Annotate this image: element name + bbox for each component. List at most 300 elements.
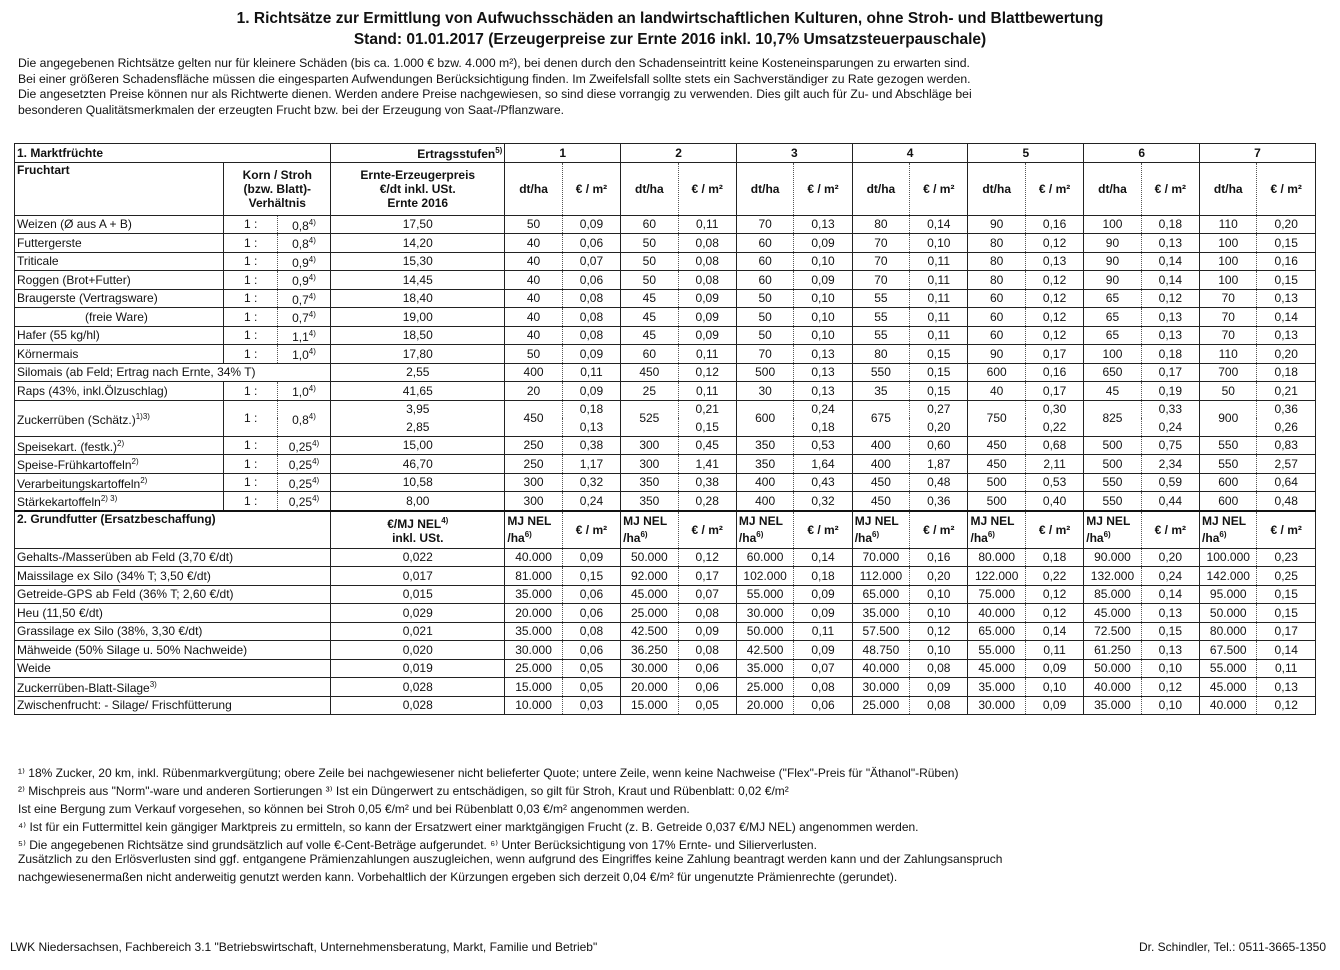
yield-dtha: 400 (852, 455, 909, 474)
value-eur-m2: 0,11 (562, 363, 620, 382)
value-eur-m2: 0,10 (910, 641, 968, 660)
value-eur-m2: 0,12 (1025, 234, 1083, 253)
yield-dtha: 55 (852, 308, 909, 327)
value-eur-m2: 0,10 (1141, 696, 1199, 715)
value-eur-m2: 0,20 (910, 418, 968, 436)
ratio-b (277, 492, 330, 511)
footnote-marker: 6) (756, 530, 764, 539)
value-eur-m2: 0,09 (794, 604, 852, 623)
value-eur-m2: 0,03 (562, 696, 620, 715)
eur-m2-header: € / m² (678, 511, 736, 549)
yield-dtha: 600 (736, 400, 793, 436)
yield-dtha: 500 (1084, 436, 1141, 455)
value-eur-m2: 0,18 (1141, 345, 1199, 364)
eur-m2-header: € / m² (794, 162, 852, 215)
value-eur-m2: 0,24 (562, 492, 620, 511)
yield-dtha: 650 (1084, 363, 1141, 382)
yield-dtha: 40 (505, 234, 562, 253)
dtha-header: dt/ha (852, 162, 909, 215)
yield-dtha: 80 (852, 215, 909, 234)
yield-dtha: 675 (852, 400, 909, 436)
value-eur-m2: 0,05 (562, 678, 620, 697)
value-eur-m2: 0,10 (1025, 678, 1083, 697)
price: 10,58 (331, 473, 505, 492)
yield-dtha: 60 (968, 326, 1025, 345)
value-eur-m2: 0,10 (794, 308, 852, 327)
value-eur-m2: 2,34 (1141, 455, 1199, 474)
eur-m2-header: € / m² (910, 162, 968, 215)
footnote-line: ²⁾ Mischpreis aus "Norm"-ware und anderen Sortierungen ³⁾ Ist ein Düngerwert zu entschädigen, so gilt für Stroh, Kraut und Rübenblatt: 0,02 €/m² (18, 784, 789, 798)
value-eur-m2: 0,08 (562, 326, 620, 345)
eur-m2-header: € / m² (562, 511, 620, 549)
energy-mjnel: 50.000 (1084, 659, 1141, 678)
footnote-line: ¹⁾ 18% Zucker, 20 km, inkl. Rübenmarkvergütung; obere Zeile bei nachgewiesener nicht belieferter Quote; untere Zeile, wenn keine Nachweise ("Flex"-Preis für "Äthanol"-Rüben) (18, 766, 959, 780)
value-eur-m2: 0,13 (1141, 308, 1199, 327)
yield-dtha: 70 (736, 215, 793, 234)
price-header (331, 511, 505, 549)
value-eur-m2: 0,26 (1257, 418, 1316, 436)
mjnel-header (505, 511, 562, 549)
dtha-header: dt/ha (1084, 162, 1141, 215)
ratio-value: 0,25 (288, 439, 313, 454)
value-eur-m2: 0,14 (910, 215, 968, 234)
value-eur-m2: 0,10 (910, 604, 968, 623)
value-eur-m2: 0,60 (910, 436, 968, 455)
ratio-a: 1 : (224, 252, 277, 271)
footnotes (18, 764, 1328, 886)
dtha-header: dt/ha (621, 162, 678, 215)
price: 17,80 (331, 345, 505, 364)
value-eur-m2: 0,11 (678, 215, 736, 234)
energy-mjnel: 40.000 (1084, 678, 1141, 697)
yield-dtha: 110 (1200, 215, 1257, 234)
yield-dtha: 65 (1084, 326, 1141, 345)
energy-mjnel: 75.000 (968, 585, 1025, 604)
value-eur-m2: 0,40 (1025, 492, 1083, 511)
value-eur-m2: 0,30 (1025, 400, 1083, 418)
energy-mjnel: 65.000 (968, 622, 1025, 641)
yield-dtha: 450 (968, 436, 1025, 455)
crop-name-text: Zuckerrüben (Schätz.) (17, 412, 136, 427)
energy-mjnel: 142.000 (1200, 567, 1257, 586)
value-eur-m2: 0,20 (1257, 345, 1316, 364)
value-eur-m2: 0,18 (1025, 548, 1083, 567)
header-row (15, 144, 1316, 163)
price: 2,55 (331, 363, 505, 382)
ratio-b (277, 345, 330, 364)
value-eur-m2: 0,48 (910, 473, 968, 492)
value-eur-m2: 0,13 (562, 418, 620, 436)
yield-dtha: 550 (1084, 492, 1141, 511)
value-eur-m2: 0,12 (1025, 271, 1083, 290)
crop-name-text: (freie Ware) (85, 309, 148, 324)
energy-mjnel: 35.000 (1084, 696, 1141, 715)
value-eur-m2: 0,09 (794, 234, 852, 253)
yield-dtha: 400 (505, 363, 562, 382)
value-eur-m2: 0,18 (562, 400, 620, 418)
value-eur-m2: 0,13 (1141, 641, 1199, 660)
energy-mjnel: 55.000 (1200, 659, 1257, 678)
ratio-b (277, 234, 330, 253)
value-eur-m2: 0,12 (678, 363, 736, 382)
value-eur-m2: 0,09 (794, 641, 852, 660)
yield-dtha: 350 (736, 455, 793, 474)
ertragsstufen-label (331, 144, 505, 163)
ratio-b (277, 473, 330, 492)
ratio-b (277, 326, 330, 345)
value-eur-m2: 0,15 (1141, 622, 1199, 641)
energy-mjnel: 42.500 (621, 622, 678, 641)
footnote-marker: 4) (312, 457, 320, 467)
value-eur-m2: 0,16 (1025, 215, 1083, 234)
yield-dtha: 900 (1200, 400, 1257, 436)
yield-dtha: 550 (1084, 473, 1141, 492)
yield-dtha: 20 (505, 382, 562, 401)
value-eur-m2: 0,08 (794, 678, 852, 697)
mj-h: /ha (1086, 531, 1104, 545)
value-eur-m2: 0,13 (1141, 604, 1199, 623)
table-row (15, 696, 1316, 715)
energy-mjnel: 30.000 (736, 604, 793, 623)
value-eur-m2: 0,59 (1141, 473, 1199, 492)
value-eur-m2: 0,09 (562, 382, 620, 401)
crop-name (15, 345, 224, 364)
value-eur-m2: 0,12 (1257, 696, 1316, 715)
value-eur-m2: 0,18 (1257, 363, 1316, 382)
footer-organisation: LWK Niedersachsen, Fachbereich 3.1 "Betriebswirtschaft, Unternehmensberatung, Markt, Familie und Betrieb" (10, 940, 598, 954)
value-eur-m2: 0,13 (794, 215, 852, 234)
ratio-value: 0,25 (288, 495, 313, 510)
ratio-value: 1,0 (292, 385, 309, 400)
price: 3,95 (331, 400, 505, 418)
intro-line: Die angegebenen Richtsätze gelten nur für kleinere Schäden (bis ca. 1.000 € bzw. 4.000 m²), bei denen durch den Schadenseintritt keine Kosteneinsparungen zu erwarten sind. (18, 56, 970, 70)
value-eur-m2: 0,83 (1257, 436, 1316, 455)
value-eur-m2: 0,12 (678, 548, 736, 567)
value-eur-m2: 0,17 (678, 567, 736, 586)
table-row (15, 345, 1316, 364)
value-eur-m2: 0,24 (1141, 567, 1199, 586)
yield-dtha: 450 (852, 473, 909, 492)
value-eur-m2: 0,08 (562, 622, 620, 641)
value-eur-m2: 0,08 (678, 271, 736, 290)
table-row (15, 252, 1316, 271)
value-eur-m2: 0,07 (794, 659, 852, 678)
price-h: €/MJ NEL (387, 517, 442, 531)
crop-name (15, 308, 224, 327)
value-eur-m2: 0,15 (562, 567, 620, 586)
price: 0,028 (331, 678, 505, 697)
yield-dtha: 70 (852, 234, 909, 253)
mj-h: /ha (854, 531, 873, 545)
crop-name (15, 326, 224, 345)
crop-name (15, 289, 224, 308)
energy-mjnel: 90.000 (1084, 548, 1141, 567)
footnote-marker: 4) (312, 475, 320, 485)
ratio-b (277, 436, 330, 455)
value-eur-m2: 1,64 (794, 455, 852, 474)
ratio-value: 0,25 (288, 458, 313, 473)
table-row (15, 326, 1316, 345)
value-eur-m2: 0,09 (678, 308, 736, 327)
energy-mjnel: 40.000 (852, 659, 909, 678)
crop-name-text: Stärkekartoffeln (17, 495, 101, 510)
document-title: 1. Richtsätze zur Ermittlung von Aufwuchsschäden an landwirtschaftlichen Kulturen, ohne Stroh- und Blattbewertung (236, 10, 1104, 27)
value-eur-m2: 2,57 (1257, 455, 1316, 474)
yield-dtha: 70 (1200, 289, 1257, 308)
value-eur-m2: 0,11 (1025, 641, 1083, 660)
stufe-header: 4 (852, 144, 968, 163)
value-eur-m2: 0,07 (562, 252, 620, 271)
value-eur-m2: 0,11 (910, 252, 968, 271)
table-row (15, 492, 1316, 511)
energy-mjnel: 100.000 (1200, 548, 1257, 567)
footnote-marker: 2) (140, 475, 148, 485)
crop-name (15, 271, 224, 290)
ratio-h: Verhältnis (248, 195, 306, 210)
footnote-marker: 4) (308, 310, 316, 320)
price: 15,00 (331, 436, 505, 455)
ratio-a: 1 : (224, 234, 277, 253)
value-eur-m2: 0,15 (1257, 604, 1316, 623)
value-eur-m2: 0,06 (562, 641, 620, 660)
value-eur-m2: 0,48 (1257, 492, 1316, 511)
value-eur-m2: 0,09 (678, 289, 736, 308)
value-eur-m2: 0,14 (1025, 622, 1083, 641)
crop-name-text: Roggen (Brot+Futter) (17, 272, 131, 287)
yield-dtha: 350 (621, 492, 678, 511)
ratio-value: 0,9 (292, 274, 309, 289)
mj-h: MJ NEL (1202, 514, 1247, 528)
value-eur-m2: 0,08 (678, 234, 736, 253)
value-eur-m2: 0,20 (1257, 215, 1316, 234)
yield-dtha: 50 (505, 345, 562, 364)
yield-dtha: 40 (505, 252, 562, 271)
yield-dtha: 65 (1084, 289, 1141, 308)
yield-dtha: 500 (1084, 455, 1141, 474)
crop-name-text: Raps (43%, inkl.Ölzuschlag) (17, 383, 168, 398)
feed-name-text: Weide (17, 661, 51, 676)
crop-name (15, 400, 224, 436)
dtha-header: dt/ha (1200, 162, 1257, 215)
mj-h: /ha (623, 531, 641, 545)
ratio-value: 0,7 (292, 311, 309, 326)
value-eur-m2: 0,43 (794, 473, 852, 492)
value-eur-m2: 0,06 (678, 678, 736, 697)
value-eur-m2: 0,12 (1141, 289, 1199, 308)
yield-dtha: 250 (505, 455, 562, 474)
table-row (15, 308, 1316, 327)
crop-name-text: Speisekart. (festk.) (17, 439, 118, 454)
value-eur-m2: 0,15 (678, 418, 736, 436)
feed-name (15, 604, 331, 623)
value-eur-m2: 0,09 (562, 345, 620, 364)
footer-contact: Dr. Schindler, Tel.: 0511-3665-1350 (1138, 940, 1326, 954)
value-eur-m2: 0,10 (910, 234, 968, 253)
eur-m2-header: € / m² (1025, 511, 1083, 549)
energy-mjnel: 80.000 (1200, 622, 1257, 641)
ratio-a: 1 : (224, 400, 277, 436)
price: 0,017 (331, 567, 505, 586)
yield-dtha: 50 (621, 271, 678, 290)
energy-mjnel: 45.000 (621, 585, 678, 604)
crop-name (15, 436, 224, 455)
price: 0,021 (331, 622, 505, 641)
ratio-b (277, 308, 330, 327)
value-eur-m2: 0,09 (562, 548, 620, 567)
energy-mjnel: 55.000 (968, 641, 1025, 660)
header-row (15, 162, 1316, 215)
yield-dtha: 600 (1200, 492, 1257, 511)
price: 0,020 (331, 641, 505, 660)
energy-mjnel: 15.000 (621, 696, 678, 715)
energy-mjnel: 30.000 (505, 641, 562, 660)
yield-dtha: 35 (852, 382, 909, 401)
value-eur-m2: 0,64 (1257, 473, 1316, 492)
price-h: Ernte 2016 (387, 195, 449, 210)
energy-mjnel: 35.000 (505, 622, 562, 641)
section-title: 2. Grundfutter (Ersatzbeschaffung) (15, 511, 331, 549)
yield-dtha: 550 (1200, 455, 1257, 474)
footnote-marker: 4) (308, 411, 316, 421)
value-eur-m2: 0,13 (794, 345, 852, 364)
value-eur-m2: 0,19 (1141, 382, 1199, 401)
crop-name-text: Speise-Frühkartoffeln (17, 458, 132, 473)
feed-name-text: Zuckerrüben-Blatt-Silage (17, 681, 150, 696)
footnote-marker: 6) (1103, 530, 1111, 539)
value-eur-m2: 0,33 (1141, 400, 1199, 418)
header-row (15, 511, 1316, 549)
value-eur-m2: 0,36 (1257, 400, 1316, 418)
value-eur-m2: 0,06 (678, 659, 736, 678)
value-eur-m2: 0,13 (794, 382, 852, 401)
yield-dtha: 350 (621, 473, 678, 492)
yield-dtha: 50 (736, 289, 793, 308)
eur-m2-header: € / m² (1025, 162, 1083, 215)
value-eur-m2: 0,32 (794, 492, 852, 511)
energy-mjnel: 25.000 (505, 659, 562, 678)
price: 18,50 (331, 326, 505, 345)
table-row (15, 585, 1316, 604)
stufe-header: 1 (505, 144, 621, 163)
value-eur-m2: 0,36 (910, 492, 968, 511)
footnote-line: ⁴⁾ Ist für ein Futtermittel kein gängiger Marktpreis zu ermitteln, so kann der Ersatzwert einer marktgängigen Frucht (z. B. Getreide 0,037 €/MJ NEL) angenommen werden. (18, 820, 919, 834)
energy-mjnel: 80.000 (968, 548, 1025, 567)
footnote-marker: 4) (308, 384, 316, 394)
value-eur-m2: 0,08 (562, 308, 620, 327)
value-eur-m2: 0,18 (1141, 215, 1199, 234)
footnote-marker: 2) (131, 457, 139, 467)
footnote-marker: 6) (640, 530, 648, 539)
value-eur-m2: 0,38 (562, 436, 620, 455)
ratio-a: 1 : (224, 326, 277, 345)
table-row (15, 622, 1316, 641)
feed-name-text: Gehalts-/Masserüben ab Feld (3,70 €/dt) (17, 550, 234, 565)
value-eur-m2: 0,05 (678, 696, 736, 715)
price: 15,30 (331, 252, 505, 271)
ratio-value: 0,8 (292, 218, 309, 233)
feed-name-text: Getreide-GPS ab Feld (36% T; 2,60 €/dt) (17, 587, 234, 602)
footnote-marker: 4) (312, 494, 320, 504)
ratio-a: 1 : (224, 289, 277, 308)
yield-dtha: 100 (1084, 215, 1141, 234)
eur-m2-header: € / m² (678, 162, 736, 215)
table-row (15, 659, 1316, 678)
intro-text (18, 56, 1328, 118)
energy-mjnel: 65.000 (852, 585, 909, 604)
table-row (15, 234, 1316, 253)
yield-dtha: 60 (736, 271, 793, 290)
footnote-marker: 4) (308, 254, 316, 264)
energy-mjnel: 95.000 (1200, 585, 1257, 604)
yield-dtha: 45 (621, 326, 678, 345)
yield-dtha: 500 (968, 492, 1025, 511)
yield-dtha: 90 (1084, 234, 1141, 253)
yield-dtha: 450 (852, 492, 909, 511)
yield-dtha: 60 (736, 252, 793, 271)
energy-mjnel: 48.750 (852, 641, 909, 660)
value-eur-m2: 0,08 (562, 289, 620, 308)
ratio-b (277, 400, 330, 436)
ratio-a: 1 : (224, 215, 277, 234)
ratio-b (277, 252, 330, 271)
value-eur-m2: 0,12 (1025, 308, 1083, 327)
energy-mjnel: 61.250 (1084, 641, 1141, 660)
footnote-marker: 4) (308, 328, 316, 338)
value-eur-m2: 0,14 (1141, 585, 1199, 604)
energy-mjnel: 25.000 (852, 696, 909, 715)
yield-dtha: 70 (1200, 326, 1257, 345)
energy-mjnel: 81.000 (505, 567, 562, 586)
yield-dtha: 750 (968, 400, 1025, 436)
value-eur-m2: 0,12 (910, 622, 968, 641)
crop-name (15, 492, 224, 511)
value-eur-m2: 0,18 (794, 418, 852, 436)
table-row (15, 382, 1316, 401)
yield-dtha: 50 (621, 252, 678, 271)
value-eur-m2: 0,53 (1025, 473, 1083, 492)
value-eur-m2: 0,12 (1025, 289, 1083, 308)
value-eur-m2: 0,11 (1257, 659, 1316, 678)
crop-name-text: Braugerste (Vertragsware) (17, 291, 158, 306)
value-eur-m2: 0,08 (678, 252, 736, 271)
value-eur-m2: 0,17 (1141, 363, 1199, 382)
mjnel-header (852, 511, 909, 549)
yield-dtha: 40 (505, 308, 562, 327)
value-eur-m2: 0,06 (562, 585, 620, 604)
yield-dtha: 450 (621, 363, 678, 382)
value-eur-m2: 0,09 (1025, 696, 1083, 715)
ratio-a: 1 : (224, 473, 277, 492)
yield-dtha: 110 (1200, 345, 1257, 364)
table-row (15, 641, 1316, 660)
price: 14,20 (331, 234, 505, 253)
value-eur-m2: 0,21 (1257, 382, 1316, 401)
energy-mjnel: 55.000 (736, 585, 793, 604)
mjnel-header (1084, 511, 1141, 549)
intro-line: besonderen Qualitätsmerkmalen der erzeugten Frucht bzw. bei der Erzeugung von Saat-/Pflanzware. (18, 102, 565, 117)
energy-mjnel: 20.000 (621, 678, 678, 697)
footnote-marker: 4) (312, 438, 320, 448)
ertragsstufen-text: Ertragsstufen (417, 147, 496, 162)
value-eur-m2: 0,13 (1025, 252, 1083, 271)
yield-dtha: 55 (852, 289, 909, 308)
footnote-marker: 4) (308, 273, 316, 283)
value-eur-m2: 0,15 (910, 382, 968, 401)
value-eur-m2: 1,41 (678, 455, 736, 474)
eur-m2-header: € / m² (562, 162, 620, 215)
mj-h: MJ NEL (854, 514, 899, 528)
energy-mjnel: 40.000 (1200, 696, 1257, 715)
